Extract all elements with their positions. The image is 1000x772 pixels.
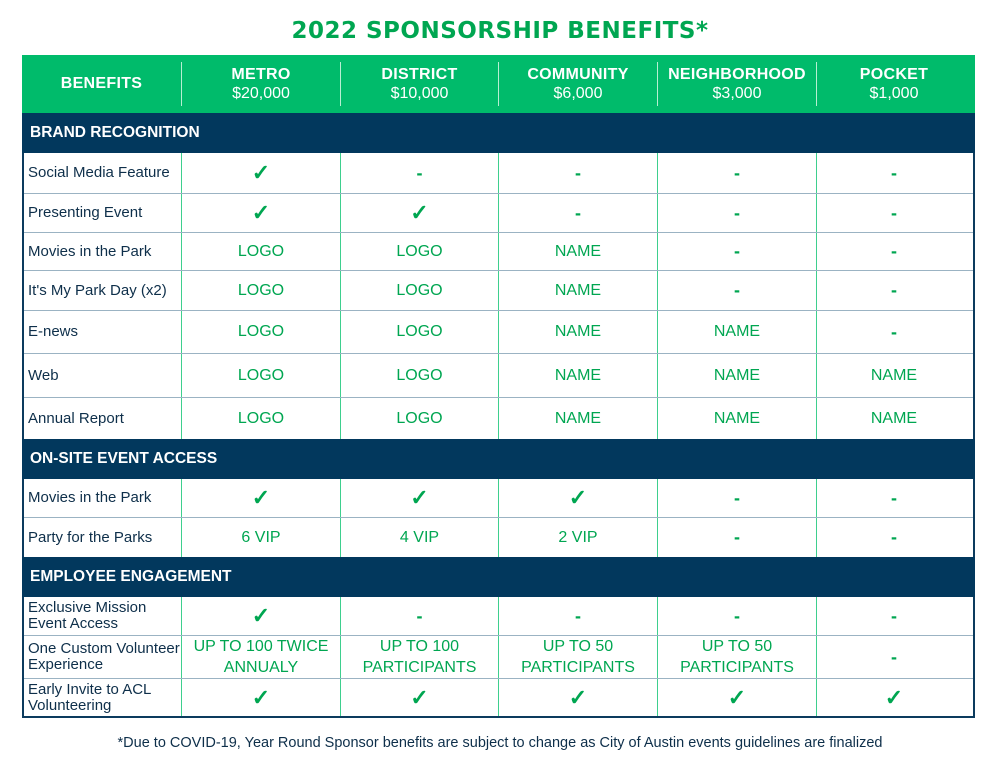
benefit-value-cell [340,679,498,716]
benefit-label: E-news [28,323,79,341]
checkmark-icon: ✓ [727,684,747,710]
benefit-label: It's My Park Day (x2) [28,281,167,299]
checkmark-icon: ✓ [251,485,271,511]
table-row [24,271,973,311]
benefit-value-cell [340,233,498,270]
header-tier-district [340,62,498,106]
table-header [22,55,975,113]
benefit-value-cell [498,194,657,232]
dash-icon: - [891,527,897,548]
dash-icon: - [416,605,423,626]
header-tier-community [498,62,657,106]
benefit-value: NAME [713,323,761,340]
dash-icon: - [891,280,897,301]
table-row [24,479,973,518]
table-row [24,311,973,354]
table-body [22,113,975,716]
dash-icon: - [891,487,897,508]
header-tier-neighborhood [657,62,816,106]
checkmark-icon: ✓ [884,684,904,710]
benefit-value-cell [181,636,340,678]
benefit-value-cell [657,271,816,310]
benefit-value-cell [498,679,657,716]
header-tier-metro [181,62,340,106]
benefit-value: 2 VIP [558,528,598,546]
checkmark-icon: ✓ [568,485,588,511]
benefit-value-cell [498,479,657,517]
benefit-value-cell [340,311,498,353]
benefit-value-cell [816,479,971,517]
table-row [24,597,973,636]
benefit-value-cell [657,311,816,353]
benefit-label: Party for the Parks [28,528,153,546]
dash-icon: - [891,162,897,183]
benefit-value-cell [816,518,971,557]
tier-name: METRO [231,65,291,83]
checkmark-icon: ✓ [251,200,271,226]
benefit-value: NAME [554,366,602,384]
benefit-label: Annual Report [28,409,124,427]
benefit-value-cell [657,354,816,397]
table-row [24,194,973,233]
page-title: 2022 SPONSORSHIP BENEFITS* [291,18,709,44]
benefit-value-cell [181,479,340,517]
tier-price: $6,000 [553,84,603,102]
benefit-value: 6 VIP [241,528,281,546]
benefit-value-cell [340,354,498,397]
benefit-value: LOGO [237,366,285,384]
dash-icon: - [734,162,740,183]
benefit-value: UP TO 100 TWICE ANNUALY [193,638,329,676]
benefit-value-cell [498,311,657,353]
table-row [24,679,973,716]
tier-price: $20,000 [232,84,290,102]
checkmark-icon: ✓ [410,485,429,511]
benefit-value-cell [498,636,657,678]
benefit-value: NAME [713,409,761,427]
benefit-value: NAME [554,242,602,260]
benefit-value-cell [498,233,657,270]
tier-name: NEIGHBORHOOD [668,65,806,83]
benefit-value-cell [181,597,340,635]
footnote: *Due to COVID-19, Year Round Sponsor benefits are subject to change as City of Austin events guidelines are finalized [117,735,883,751]
benefit-label: Early Invite to ACL Volunteering [28,680,151,714]
benefit-value: UP TO 50 PARTICIPANTS [680,638,794,676]
dash-icon: - [891,321,897,342]
tier-price: $10,000 [390,84,449,102]
benefit-value-cell [181,311,340,353]
sponsorship-table [22,55,975,718]
benefit-value-cell [181,233,340,270]
benefit-value: UP TO 50 PARTICIPANTS [521,638,635,676]
table-bottom-border [22,716,975,718]
dash-icon: - [891,646,897,667]
dash-icon: - [416,162,423,183]
benefit-value-cell [340,398,498,439]
benefit-label: Movies in the Park [28,242,152,260]
benefit-value: LOGO [237,409,285,427]
benefit-label: One Custom Volunteer Experience [28,640,180,673]
dash-icon: - [891,241,897,262]
table-row [24,636,973,679]
benefit-value-cell [340,153,498,193]
benefit-value: LOGO [396,281,443,299]
benefit-value-cell [181,153,340,193]
benefit-value-cell [498,153,657,193]
benefit-value: LOGO [396,409,443,427]
benefit-value: UP TO 100 PARTICIPANTS [362,638,477,676]
benefit-value-cell [340,636,498,678]
benefit-value-cell [181,271,340,310]
benefit-label: Web [28,366,59,384]
benefit-value: LOGO [396,323,443,340]
header-benefits [22,62,181,106]
benefit-value: 4 VIP [399,528,440,546]
benefit-value-cell [181,194,340,232]
benefit-value-cell [816,597,971,635]
dash-icon: - [734,487,740,508]
benefit-value-cell [816,271,971,310]
dash-icon: - [734,241,740,262]
benefit-value: NAME [870,409,918,427]
header-tier-pocket [816,62,971,106]
benefit-value-cell [657,153,816,193]
table-row [24,398,973,439]
dash-icon: - [734,202,740,223]
benefit-value: LOGO [396,242,443,260]
benefit-value-cell [657,518,816,557]
table-row [24,518,973,557]
benefit-value-cell [181,354,340,397]
benefit-value: LOGO [396,366,443,384]
benefit-label: Social Media Feature [28,164,170,182]
benefit-value-cell [181,518,340,557]
benefit-value-cell [498,271,657,310]
benefit-value-cell [816,233,971,270]
benefit-value-cell [657,479,816,517]
benefit-value-cell [816,194,971,232]
benefit-value-cell [340,479,498,517]
dash-icon: - [734,605,740,626]
benefit-value: NAME [713,366,761,384]
benefit-value-cell [498,354,657,397]
benefit-value-cell [657,194,816,232]
benefit-value: LOGO [237,281,285,299]
benefit-value-cell [498,398,657,439]
checkmark-icon: ✓ [410,684,429,710]
section-header: ON-SITE EVENT ACCESS [22,439,975,479]
table-row [24,354,973,398]
dash-icon: - [891,605,897,626]
table-row [24,233,973,271]
benefit-value-cell [498,518,657,557]
checkmark-icon: ✓ [251,603,271,629]
benefit-value-cell [816,398,971,439]
benefit-value-cell [340,597,498,635]
section-header: BRAND RECOGNITION [22,113,975,153]
dash-icon: - [734,280,740,301]
checkmark-icon: ✓ [568,684,588,710]
tier-name: DISTRICT [381,65,458,83]
benefit-value: LOGO [237,323,285,340]
dash-icon: - [575,605,581,626]
section-rows [22,597,975,716]
benefit-value: NAME [554,281,602,299]
section-rows [22,479,975,557]
header-benefits-label: BENEFITS [60,75,143,92]
section-rows [22,153,975,439]
benefit-value-cell [340,271,498,310]
tier-price: $3,000 [712,84,762,102]
table-row [24,153,973,194]
benefit-value: NAME [870,366,918,384]
benefit-value-cell [657,679,816,716]
benefit-value-cell [657,398,816,439]
dash-icon: - [891,202,897,223]
benefit-value-cell [657,636,816,678]
dash-icon: - [575,202,581,223]
checkmark-icon: ✓ [410,200,429,226]
dash-icon: - [734,527,740,548]
benefit-value-cell [181,679,340,716]
benefit-value-cell [816,679,971,716]
benefit-value-cell [181,398,340,439]
benefit-value-cell [340,194,498,232]
benefit-label: Movies in the Park [28,489,152,507]
benefit-value-cell [498,597,657,635]
benefit-label: Presenting Event [28,204,143,222]
benefit-label: Exclusive Mission Event Access [28,599,147,632]
benefit-value-cell [816,153,971,193]
dash-icon: - [575,162,581,183]
benefit-value-cell [340,518,498,557]
benefit-value-cell [816,354,971,397]
benefit-value-cell [816,636,971,678]
benefit-value-cell [816,311,971,353]
tier-name: COMMUNITY [527,65,629,83]
benefit-value: LOGO [237,242,285,260]
benefit-value: NAME [554,323,602,340]
tier-price: $1,000 [869,84,919,102]
section-header: EMPLOYEE ENGAGEMENT [22,557,975,597]
checkmark-icon: ✓ [251,684,271,710]
benefit-value-cell [657,233,816,270]
benefit-value: NAME [554,409,602,427]
tier-name: POCKET [859,65,929,83]
checkmark-icon: ✓ [251,160,271,186]
benefit-value-cell [657,597,816,635]
